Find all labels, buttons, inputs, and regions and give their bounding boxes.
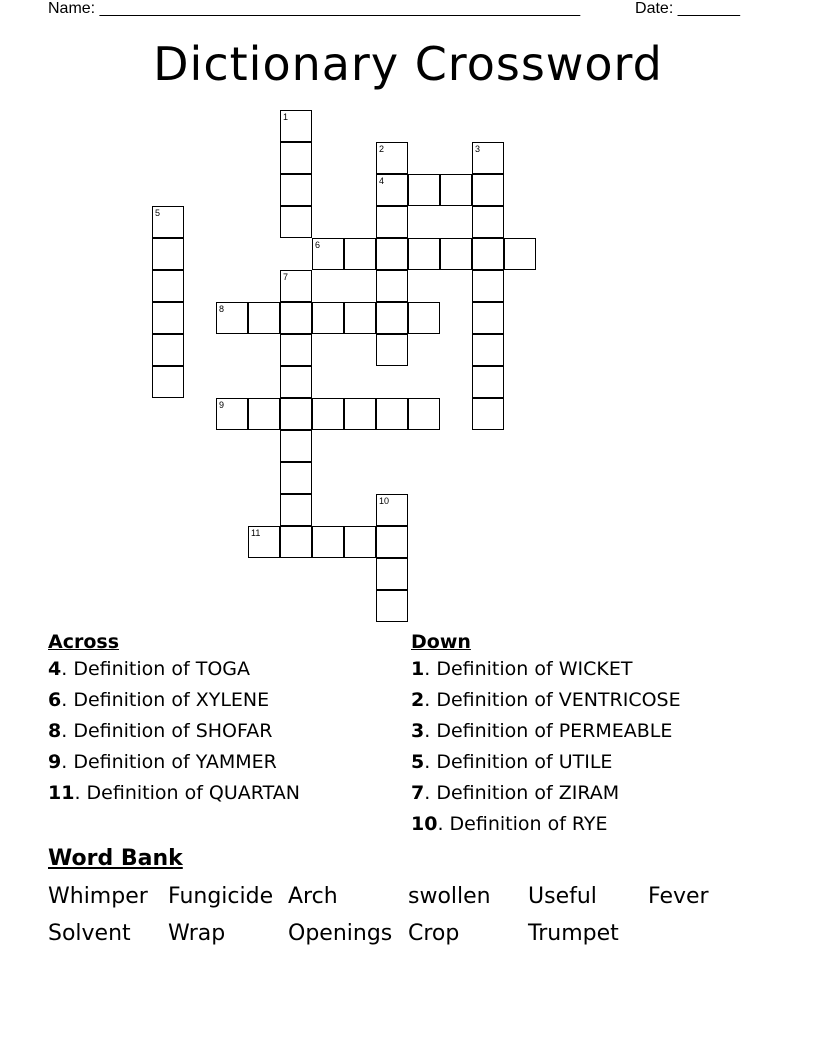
- grid-cell[interactable]: [504, 238, 536, 270]
- grid-cell[interactable]: [472, 238, 504, 270]
- grid-cell[interactable]: [472, 270, 504, 302]
- grid-cell[interactable]: [408, 238, 440, 270]
- word-bank-item: Openings: [288, 921, 393, 946]
- down-clue: 2. Definition of VENTRICOSE: [411, 689, 681, 711]
- grid-cell[interactable]: [376, 206, 408, 238]
- grid-cell[interactable]: [376, 142, 408, 174]
- grid-cell[interactable]: [376, 174, 408, 206]
- grid-cell[interactable]: [408, 398, 440, 430]
- grid-cell[interactable]: [376, 526, 408, 558]
- grid-cell[interactable]: [312, 526, 344, 558]
- grid-cell[interactable]: [440, 238, 472, 270]
- grid-cell[interactable]: [152, 366, 184, 398]
- grid-cell[interactable]: [152, 238, 184, 270]
- grid-cell[interactable]: [344, 526, 376, 558]
- word-bank-heading: Word Bank: [48, 846, 183, 871]
- down-clue: 3. Definition of PERMEABLE: [411, 720, 673, 742]
- cell-number: 1: [283, 112, 289, 122]
- grid-cell[interactable]: [472, 398, 504, 430]
- grid-cell[interactable]: [472, 174, 504, 206]
- cell-number: 6: [315, 240, 321, 250]
- down-clues: [411, 630, 681, 840]
- grid-cell[interactable]: [376, 590, 408, 622]
- grid-cell[interactable]: [344, 302, 376, 334]
- grid-cell[interactable]: [376, 334, 408, 366]
- grid-cell[interactable]: [312, 302, 344, 334]
- name-field-label[interactable]: Name: ______________________________________________________: [48, 0, 581, 17]
- grid-cell[interactable]: [280, 462, 312, 494]
- grid-cell[interactable]: [280, 302, 312, 334]
- grid-cell[interactable]: [280, 174, 312, 206]
- grid-cell[interactable]: [152, 302, 184, 334]
- grid-cell[interactable]: [280, 526, 312, 558]
- word-bank: [48, 882, 768, 949]
- grid-cell[interactable]: [216, 302, 248, 334]
- across-clue: 9. Definition of YAMMER: [48, 751, 277, 773]
- grid-cell[interactable]: [376, 238, 408, 270]
- page-title: Dictionary Crossword: [153, 37, 663, 91]
- word-bank-item: Solvent: [48, 921, 131, 946]
- grid-cell[interactable]: [152, 334, 184, 366]
- cell-number: 7: [283, 272, 289, 282]
- word-bank-item: Useful: [528, 884, 597, 909]
- cell-number: 8: [219, 304, 225, 314]
- down-clue: 1. Definition of WICKET: [411, 658, 633, 680]
- grid-cell[interactable]: [344, 238, 376, 270]
- down-heading: Down: [411, 631, 471, 653]
- grid-cell[interactable]: [280, 430, 312, 462]
- grid-cell[interactable]: [472, 366, 504, 398]
- grid-cell[interactable]: [280, 206, 312, 238]
- down-clue: 7. Definition of ZIRAM: [411, 782, 620, 804]
- across-clue: 6. Definition of XYLENE: [48, 689, 270, 711]
- word-bank-item: Fever: [648, 884, 709, 909]
- grid-cell[interactable]: [472, 206, 504, 238]
- down-clue: 10. Definition of RYE: [411, 813, 608, 835]
- grid-cell[interactable]: [312, 398, 344, 430]
- grid-cell[interactable]: [248, 526, 280, 558]
- grid-cell[interactable]: [472, 334, 504, 366]
- grid-cell[interactable]: [280, 494, 312, 526]
- grid-cell[interactable]: [376, 302, 408, 334]
- word-bank-item: Crop: [408, 921, 460, 946]
- grid-cell[interactable]: [280, 334, 312, 366]
- word-bank-item: Arch: [288, 884, 338, 909]
- word-bank-item: Whimper: [48, 884, 148, 909]
- grid-cell[interactable]: [408, 174, 440, 206]
- cell-number: 5: [155, 208, 161, 218]
- grid-cell[interactable]: [280, 270, 312, 302]
- grid-cell[interactable]: [376, 270, 408, 302]
- across-clue: 11. Definition of QUARTAN: [48, 782, 300, 804]
- cell-number: 2: [379, 144, 385, 154]
- grid-cell[interactable]: [152, 206, 184, 238]
- grid-cell[interactable]: [280, 142, 312, 174]
- word-bank-item: Trumpet: [528, 921, 619, 946]
- grid-cell[interactable]: [312, 238, 344, 270]
- across-clues: [48, 630, 300, 809]
- cell-number: 11: [251, 528, 261, 538]
- grid-cell[interactable]: [376, 398, 408, 430]
- grid-cell[interactable]: [280, 366, 312, 398]
- across-heading: Across: [48, 631, 120, 653]
- grid-cell[interactable]: [248, 302, 280, 334]
- grid-cell[interactable]: [472, 302, 504, 334]
- grid-cell[interactable]: [280, 110, 312, 142]
- word-bank-item: Wrap: [168, 921, 226, 946]
- word-bank-item: swollen: [408, 884, 491, 909]
- across-clue: 4. Definition of TOGA: [48, 658, 250, 680]
- word-bank-item: Fungicide: [168, 884, 274, 909]
- cell-number: 9: [219, 400, 225, 410]
- down-clue: 5. Definition of UTILE: [411, 751, 613, 773]
- grid-cell[interactable]: [280, 398, 312, 430]
- grid-cell[interactable]: [152, 270, 184, 302]
- grid-cell[interactable]: [216, 398, 248, 430]
- date-field-label[interactable]: Date: _______: [635, 0, 740, 17]
- cell-number: 4: [379, 176, 385, 186]
- cell-number: 3: [475, 144, 481, 154]
- grid-cell[interactable]: [248, 398, 280, 430]
- grid-cell[interactable]: [344, 398, 376, 430]
- grid-cell[interactable]: [408, 302, 440, 334]
- grid-cell[interactable]: [472, 142, 504, 174]
- grid-cell[interactable]: [376, 558, 408, 590]
- grid-cell[interactable]: [440, 174, 472, 206]
- grid-cell[interactable]: [376, 494, 408, 526]
- across-clue: 8. Definition of SHOFAR: [48, 720, 273, 742]
- cell-number: 10: [379, 496, 390, 506]
